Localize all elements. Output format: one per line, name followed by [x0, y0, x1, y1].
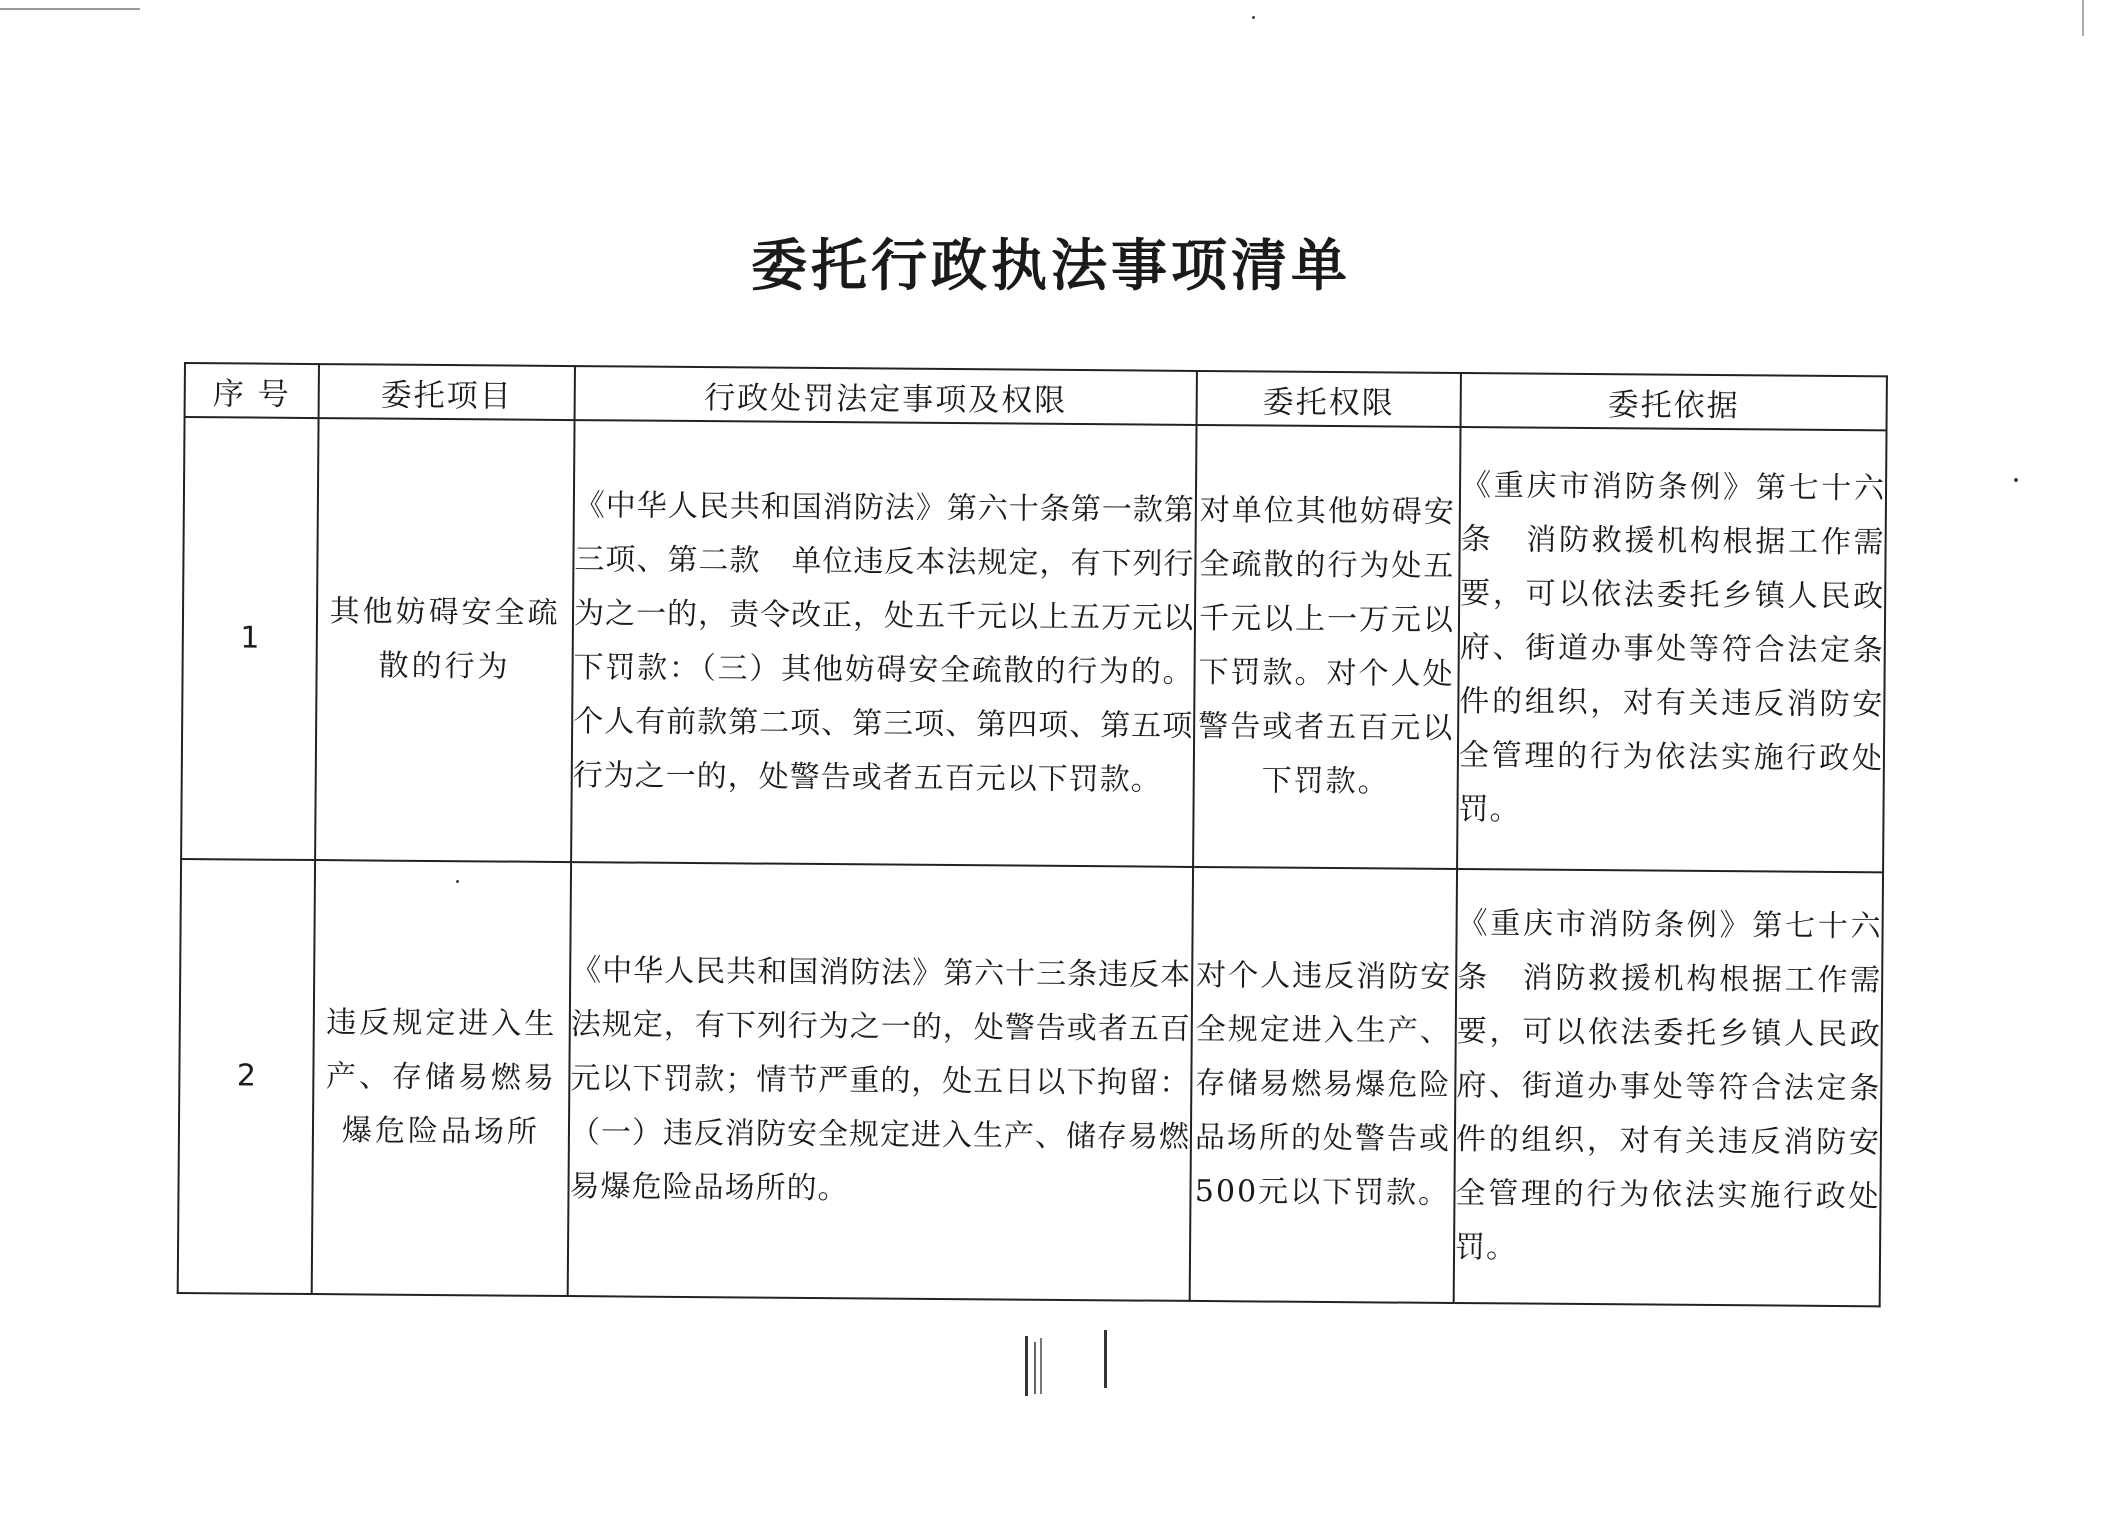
header-delegation-basis: 委托依据	[1461, 373, 1887, 430]
delegation-table	[177, 362, 1888, 1307]
scan-artifact-line	[0, 8, 140, 10]
table-row	[178, 859, 1883, 1306]
delegated-authority-cell: 对单位其他妨碍安全疏散的行为处五千元以上一万元以下罚款。对个人处警告或者五百元以下罚款。	[1193, 425, 1460, 869]
scan-artifact-line	[1104, 1330, 1107, 1388]
header-delegated-item: 委托项目	[319, 364, 575, 420]
header-serial-number: 序 号	[185, 363, 319, 418]
table-row	[181, 417, 1886, 872]
delegation-basis-cell: 《重庆市消防条例》第七十六条 消防救援机构根据工作需要，可以依法委托乡镇人民政府、街道办事处等符合法定条件的组织，对有关违反消防安全管理的行为依法实施行政处罚。	[1454, 869, 1883, 1306]
delegated-item-cell: 违反规定进入生产、存储易燃易爆危险品场所	[312, 860, 571, 1296]
scan-artifact-line	[1040, 1338, 1042, 1394]
delegation-basis-cell: 《重庆市消防条例》第七十六条 消防救援机构根据工作需要，可以依法委托乡镇人民政府、街道办事处等符合法定条件的组织，对有关违反消防安全管理的行为依法实施行政处罚。	[1457, 427, 1886, 872]
penalty-matter-cell: 《中华人民共和国消防法》第六十三条违反本法规定，有下列行为之一的，处警告或者五百元以下罚款；情节严重的，处五日以下拘留：（一）违反消防安全规定进入生产、储存易燃易爆危险品场所的。	[568, 862, 1193, 1301]
delegated-item-cell: 其他妨碍安全疏散的行为	[315, 418, 574, 862]
serial-number-cell: 2	[178, 859, 315, 1294]
scan-artifact-dot	[456, 880, 459, 883]
header-delegated-authority: 委托权限	[1197, 371, 1461, 427]
scan-artifact-dot	[1252, 16, 1255, 19]
scan-artifact-line	[2082, 0, 2084, 36]
document-title: 委托行政执法事项清单	[751, 233, 1351, 299]
scan-artifact-dot	[2014, 478, 2018, 482]
serial-number-cell: 1	[181, 417, 318, 860]
header-penalty-matter: 行政处罚法定事项及权限	[575, 366, 1197, 425]
penalty-matter-cell: 《中华人民共和国消防法》第六十条第一款第三项、第二款 单位违反本法规定，有下列行为之一的，责令改正，处五千元以上五万元以下罚款：（三）其他妨碍安全疏散的行为的。个人有前款第二项、第三项、第四项、第五项行为之一的，处警告或者五百元以下罚款。	[571, 420, 1196, 867]
scan-artifact-line	[1025, 1336, 1028, 1396]
delegated-authority-cell: 对个人违反消防安全规定进入生产、存储易燃易爆危险品场所的处警告或500元以下罚款。	[1190, 867, 1457, 1303]
scan-artifact-line	[1034, 1342, 1036, 1394]
